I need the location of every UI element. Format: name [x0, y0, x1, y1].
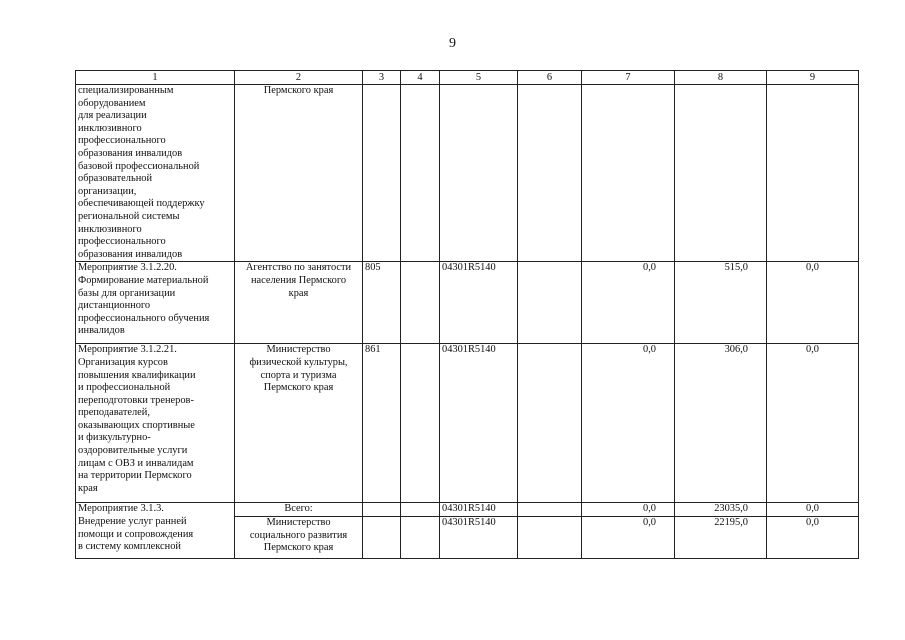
header-cell: 9 — [767, 71, 859, 85]
empty-cell — [582, 85, 675, 262]
header-cell: 5 — [440, 71, 518, 85]
empty-cell — [363, 503, 401, 517]
header-cell: 3 — [363, 71, 401, 85]
empty-cell — [401, 344, 440, 503]
code-cell: 04301R5140 — [440, 262, 518, 344]
value-cell: 0,0 — [582, 516, 675, 558]
header-cell: 7 — [582, 71, 675, 85]
empty-cell — [518, 344, 582, 503]
executor-cell: Пермского края — [235, 85, 363, 262]
value-cell: 0,0 — [767, 503, 859, 517]
table-row — [76, 503, 859, 517]
empty-cell — [675, 85, 767, 262]
table-row — [76, 85, 859, 262]
value-cell: 23035,0 — [675, 503, 767, 517]
empty-cell — [401, 262, 440, 344]
empty-cell — [518, 503, 582, 517]
code-cell: 805 — [363, 262, 401, 344]
header-row — [76, 71, 859, 85]
empty-cell — [518, 516, 582, 558]
total-label-cell: Всего: — [235, 503, 363, 517]
empty-cell — [401, 85, 440, 262]
empty-cell — [518, 85, 582, 262]
page-number: 9 — [449, 36, 456, 51]
code-cell: 861 — [363, 344, 401, 503]
header-cell: 1 — [76, 71, 235, 85]
empty-cell — [440, 85, 518, 262]
executor-cell: Агентство по занятости населения Пермского края — [235, 262, 363, 344]
value-cell: 306,0 — [675, 344, 767, 503]
code-cell: 04301R5140 — [440, 516, 518, 558]
activity-cell: Мероприятие 3.1.3. Внедрение услуг ранней помощи и сопровождения в систему комплексной — [76, 503, 235, 559]
header-cell: 8 — [675, 71, 767, 85]
value-cell: 0,0 — [582, 344, 675, 503]
empty-cell — [401, 503, 440, 517]
executor-cell: Министерство социального развития Пермского края — [235, 516, 363, 558]
value-cell: 0,0 — [582, 262, 675, 344]
table-row — [76, 344, 859, 503]
empty-cell — [767, 85, 859, 262]
value-cell: 22195,0 — [675, 516, 767, 558]
code-cell: 04301R5140 — [440, 503, 518, 517]
table-row — [76, 262, 859, 344]
empty-cell — [518, 262, 582, 344]
budget-table — [75, 70, 859, 559]
executor-cell: Министерство физической культуры, спорта и туризма Пермского края — [235, 344, 363, 503]
header-cell: 6 — [518, 71, 582, 85]
value-cell: 0,0 — [767, 344, 859, 503]
activity-cell: Мероприятие 3.1.2.21. Организация курсов повышения квалификации и профессиональной переподготовки тренеров- преподавателей, оказывающих спортивные и физкультурно- оздоровительные услуги лицам с ОВЗ и инвалидам на территории Пермского края — [76, 344, 235, 503]
activity-cell: Мероприятие 3.1.2.20. Формирование материальной базы для организации дистанционного профессионального обучения инвалидов — [76, 262, 235, 344]
header-cell: 4 — [401, 71, 440, 85]
empty-cell — [363, 516, 401, 558]
empty-cell — [363, 85, 401, 262]
header-cell: 2 — [235, 71, 363, 85]
value-cell: 515,0 — [675, 262, 767, 344]
value-cell: 0,0 — [767, 262, 859, 344]
empty-cell — [401, 516, 440, 558]
code-cell: 04301R5140 — [440, 344, 518, 503]
activity-cell: специализированным оборудованием для реализации инклюзивного профессионального образования инвалидов базовой профессиональной образовательной организации, обеспечивающей поддержку региональной системы инклюзивного профессионального образования инвалидов — [76, 85, 235, 262]
value-cell: 0,0 — [582, 503, 675, 517]
value-cell: 0,0 — [767, 516, 859, 558]
